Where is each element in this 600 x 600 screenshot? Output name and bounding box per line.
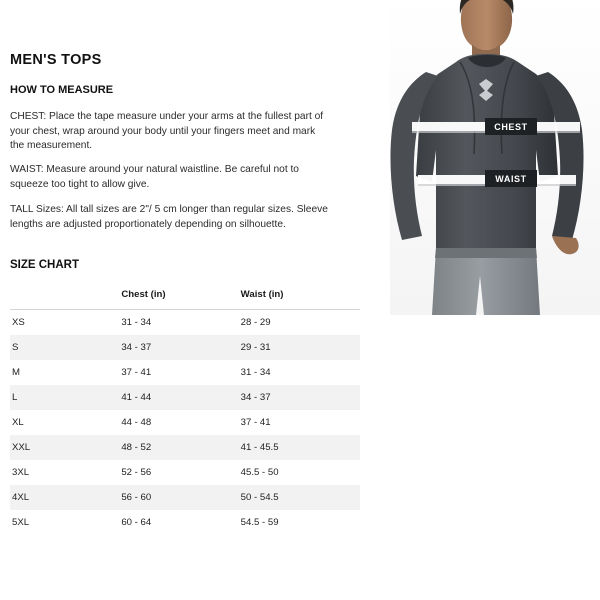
- cell-size: L: [10, 385, 121, 410]
- page-title: MEN'S TOPS: [10, 52, 102, 68]
- svg-text:CHEST: CHEST: [494, 122, 528, 132]
- column-header-chest: Chest (in): [121, 283, 240, 310]
- cell-waist: 34 - 37: [241, 385, 360, 410]
- table-row: [10, 310, 360, 336]
- cell-size: 3XL: [12, 467, 30, 478]
- cell-size: XL: [12, 417, 24, 428]
- column-header-waist: Waist (in): [241, 283, 360, 310]
- how-to-measure-heading: HOW TO MEASURE: [10, 84, 114, 96]
- table-header: [10, 283, 360, 310]
- cell-size: XXL: [10, 435, 121, 460]
- cell-waist: 37 - 41: [240, 417, 271, 428]
- table-body: [10, 310, 360, 536]
- table-row: [10, 485, 360, 510]
- table-row: [10, 435, 360, 460]
- cell-chest: 31 - 34: [121, 317, 152, 328]
- cell-chest: 44 - 48: [121, 417, 152, 428]
- cell-waist: 54.5 - 59: [240, 517, 279, 528]
- cell-waist: 45.5 - 50: [240, 467, 279, 478]
- model-photo: [390, 0, 600, 315]
- column-header-size: [10, 283, 121, 310]
- cell-waist: 31 - 34: [240, 367, 271, 378]
- chest-instructions: CHEST: Place the tape measure under your arms at the fullest part of your chest, wrap around your body until your fingers meet and mark the measurement.: [10, 111, 324, 151]
- cell-size: M: [12, 367, 20, 378]
- tall-sizes-instructions: TALL Sizes: All tall sizes are 2"/ 5 cm longer than regular sizes. Sleeve lengths are adjusted proportionately depending on silhouette.: [10, 204, 328, 230]
- size-chart-heading: SIZE CHART: [10, 259, 79, 271]
- cell-chest: 60 - 64: [121, 517, 152, 528]
- cell-chest: 56 - 60: [121, 485, 240, 510]
- waist-instructions: WAIST: Measure around your natural waistline. Be careful not to squeeze too tight to allow give.: [10, 164, 299, 190]
- cell-waist: 41 - 45.5: [241, 435, 360, 460]
- table-row: [10, 385, 360, 410]
- cell-size: 5XL: [12, 517, 30, 528]
- table-row: [10, 460, 360, 485]
- cell-waist: 50 - 54.5: [241, 485, 360, 510]
- cell-waist: 29 - 31: [241, 335, 360, 360]
- cell-waist: 28 - 29: [240, 317, 271, 328]
- svg-text:WAIST: WAIST: [495, 174, 527, 184]
- table-row: [10, 360, 360, 385]
- cell-size: 4XL: [10, 485, 121, 510]
- cell-size: S: [10, 335, 121, 360]
- table-row: [10, 335, 360, 360]
- cell-chest: 34 - 37: [121, 335, 240, 360]
- table-row: [10, 410, 360, 435]
- cell-chest: 41 - 44: [121, 385, 240, 410]
- cell-chest: 48 - 52: [121, 435, 240, 460]
- model-illustration: [390, 0, 600, 315]
- cell-size: XS: [12, 317, 25, 328]
- table-header-row: [10, 283, 360, 310]
- cell-chest: 37 - 41: [121, 367, 152, 378]
- table-row: [10, 510, 360, 535]
- cell-chest: 52 - 56: [121, 467, 152, 478]
- size-chart-table: [10, 283, 360, 535]
